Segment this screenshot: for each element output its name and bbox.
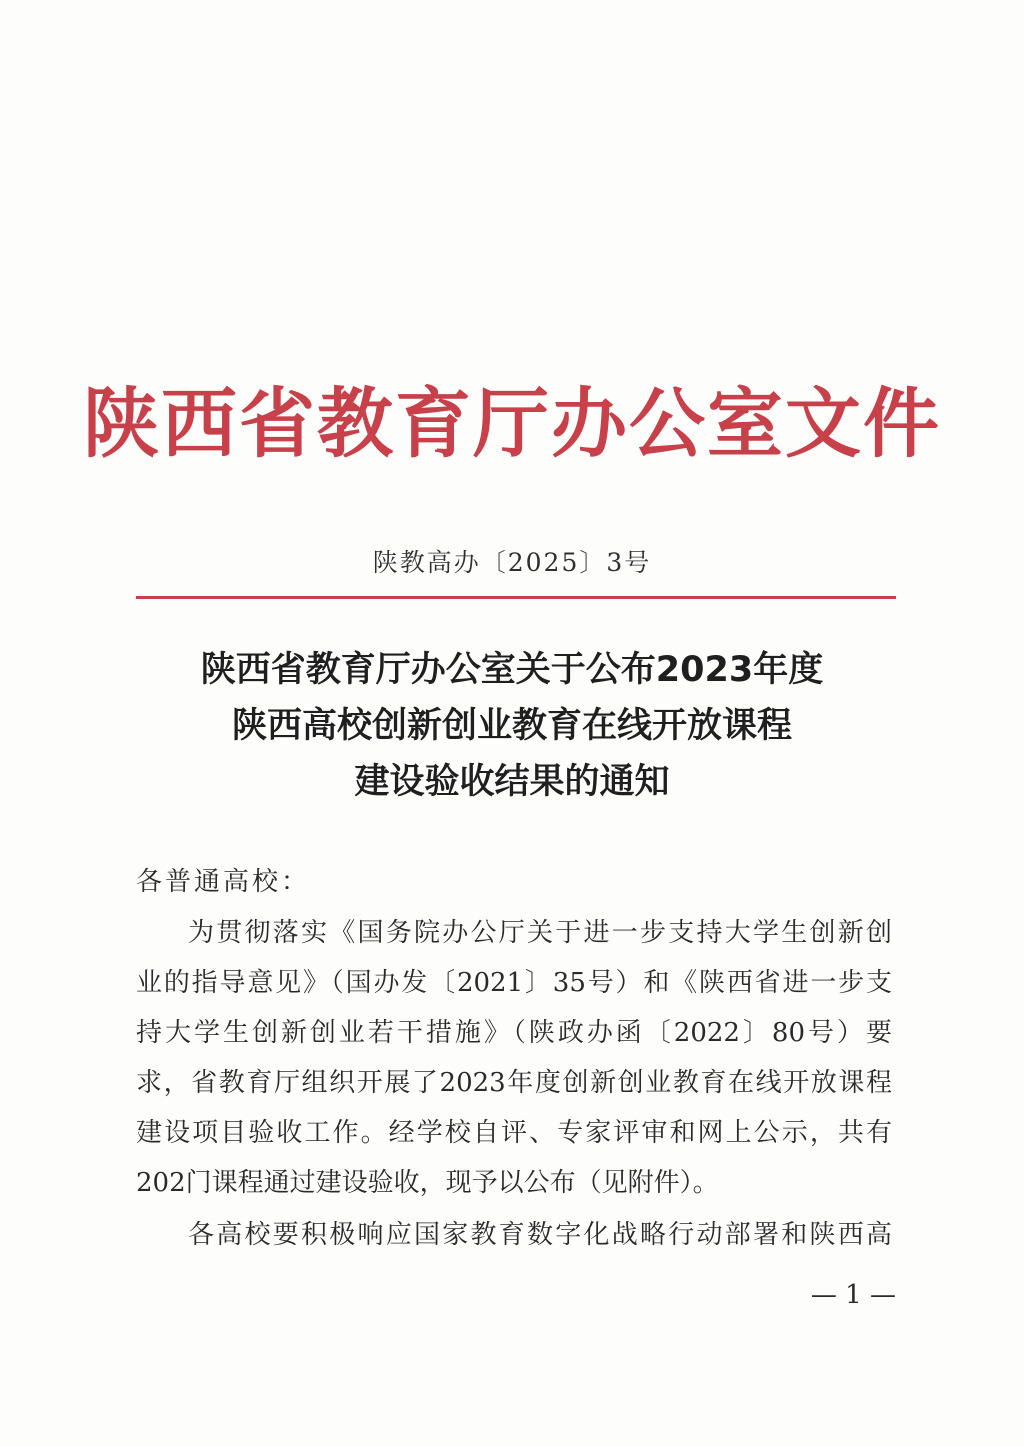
body-paragraph-2 xyxy=(136,1210,892,1260)
paragraph-line: 建设项目验收工作。经学校自评、专家评审和网上公示，共有 xyxy=(136,1118,892,1148)
document-masthead: 陕西省教育厅办公室文件 xyxy=(83,379,941,468)
notice-title xyxy=(0,642,1024,810)
paragraph-line: 持大学生创新创业若干措施》（陕政办函〔2022〕80号）要 xyxy=(136,1018,892,1048)
paragraph-line: 求，省教育厅组织开展了2023年度创新创业教育在线开放课程 xyxy=(136,1068,892,1098)
page-number: — 1 — xyxy=(810,1280,896,1310)
notice-title-line-1: 陕西省教育厅办公室关于公布2023年度 xyxy=(200,650,824,690)
red-divider-line xyxy=(136,596,896,599)
notice-title-line-3: 建设验收结果的通知 xyxy=(354,762,670,802)
paragraph-line: 各高校要积极响应国家教育数字化战略行动部署和陕西高 xyxy=(188,1220,892,1250)
paragraph-line: 202门课程通过建设验收，现予以公布（见附件）。 xyxy=(136,1168,719,1198)
paragraph-line: 业的指导意见》（国办发〔2021〕35号）和《陕西省进一步支 xyxy=(136,968,892,998)
notice-title-line-2: 陕西高校创新创业教育在线开放课程 xyxy=(231,706,792,746)
salutation: 各普通高校： xyxy=(136,867,311,897)
body-paragraph-1 xyxy=(136,908,892,1208)
document-number: 陕教高办〔2025〕3号 xyxy=(372,548,652,577)
paragraph-line: 为贯彻落实《国务院办公厅关于进一步支持大学生创新创 xyxy=(188,918,892,948)
